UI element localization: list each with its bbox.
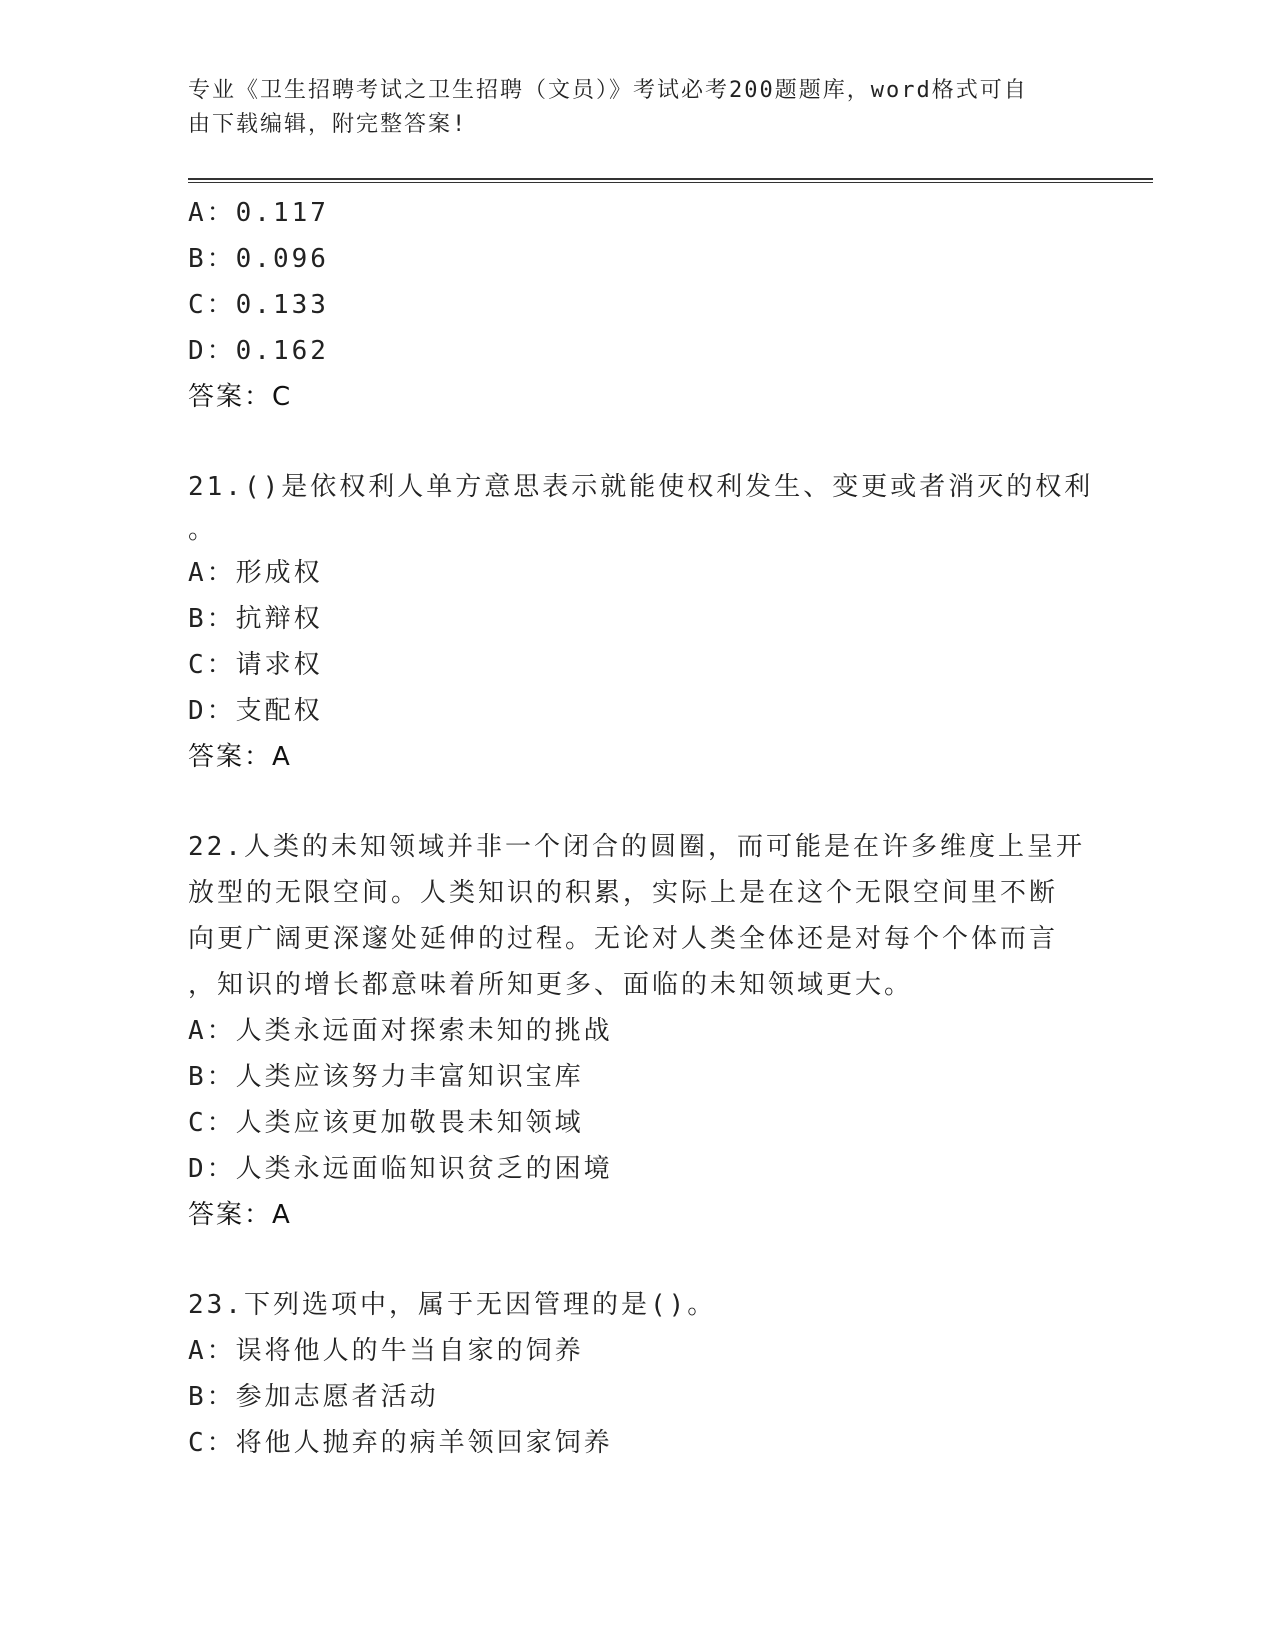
answer-label: 答案：C (188, 382, 293, 412)
spacer (188, 420, 1068, 464)
question-22 (188, 824, 1085, 1238)
question-list (188, 190, 1094, 1466)
option-b: B：人类应该努力丰富知识宝库 (188, 1062, 584, 1092)
option-c: C：将他人抛弃的病羊领回家饲养 (188, 1428, 613, 1458)
header-line-1: 专业《卫生招聘考试之卫生招聘（文员）》考试必考200题题库，word格式可自 (188, 78, 1028, 103)
option-b: B：0.096 (188, 244, 329, 274)
question-23 (188, 1282, 1068, 1466)
option-d: D：人类永远面临知识贫乏的困境 (188, 1154, 613, 1184)
question-stem-line: ，知识的增长都意味着所知更多、面临的未知领域更大。 (188, 970, 914, 1000)
option-c: C：请求权 (188, 650, 323, 680)
spacer (188, 1238, 1068, 1282)
header-divider-thick (188, 178, 1153, 180)
option-a: A：误将他人的牛当自家的饲养 (188, 1336, 584, 1366)
option-a: A：0.117 (188, 198, 329, 228)
spacer (188, 780, 1068, 824)
option-d: D：0.162 (188, 336, 329, 366)
option-b: B：抗辩权 (188, 604, 323, 634)
question-21 (188, 464, 1094, 780)
option-b: B：参加志愿者活动 (188, 1382, 439, 1412)
option-c: C：0.133 (188, 290, 329, 320)
question-stem-continuation: 。 (188, 515, 218, 545)
option-a: A：形成权 (188, 558, 323, 588)
option-d: D：支配权 (188, 696, 323, 726)
question-stem-line: 向更广阔更深邃处延伸的过程。无论对人类全体还是对每个个体而言 (188, 924, 1059, 954)
question-stem: 23.下列选项中，属于无因管理的是()。 (188, 1290, 717, 1320)
question-stem-line: 22.人类的未知领域并非一个闭合的圆圈，而可能是在许多维度上呈开 (188, 832, 1085, 862)
answer-label: 答案：A (188, 742, 292, 772)
option-c: C：人类应该更加敬畏未知领域 (188, 1108, 584, 1138)
answer-label: 答案：A (188, 1200, 292, 1230)
document-header (188, 74, 1068, 142)
question-20 (188, 190, 1068, 420)
header-line-2: 由下载编辑，附完整答案! (188, 112, 468, 137)
option-a: A：人类永远面对探索未知的挑战 (188, 1016, 613, 1046)
header-divider-thin (188, 182, 1153, 183)
question-stem-line: 放型的无限空间。人类知识的积累，实际上是在这个无限空间里不断 (188, 878, 1059, 908)
question-stem: 21.()是依权利人单方意思表示就能使权利发生、变更或者消灭的权利 (188, 472, 1094, 502)
